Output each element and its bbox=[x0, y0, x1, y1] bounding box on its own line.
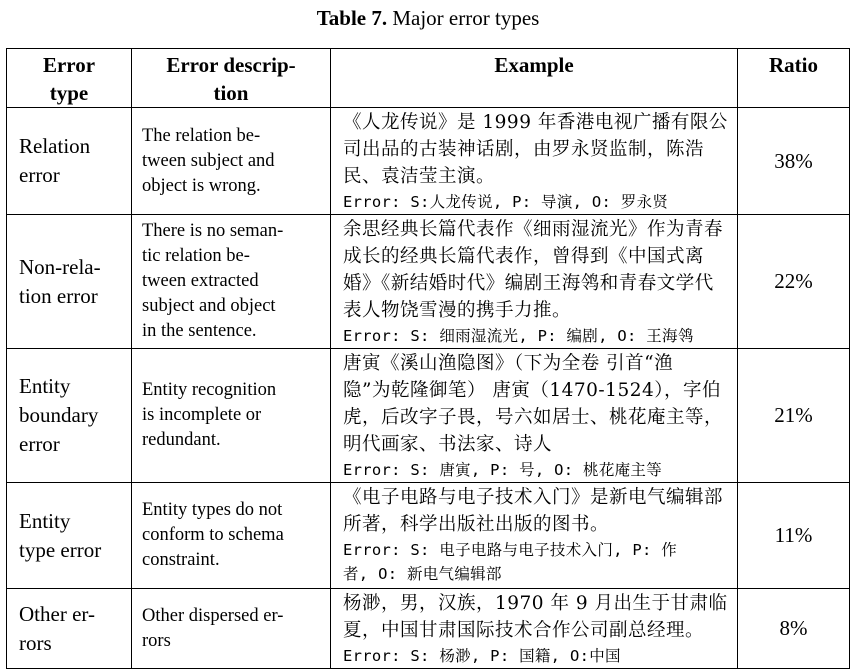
header-example: Example bbox=[331, 49, 738, 108]
example-text: 杨渺，男，汉族，1970 年 9 月出生于甘肃临 夏，中国甘肃国际技术合作公司副总经理。 bbox=[343, 593, 728, 641]
ratio-cell: 21% bbox=[738, 349, 850, 483]
ratio-cell: 8% bbox=[738, 589, 850, 669]
error-type-cell: Other er- rors bbox=[7, 589, 132, 669]
error-description-cell: Entity types do not conform to schema constraint. bbox=[132, 483, 331, 589]
ratio-cell: 11% bbox=[738, 483, 850, 589]
error-type-cell: Relation error bbox=[7, 108, 132, 215]
example-cell bbox=[331, 589, 738, 669]
table-row bbox=[7, 108, 850, 215]
example-text: 唐寅《溪山渔隐图》（下为全卷 引首“渔 隐”为乾隆御笔） 唐寅（1470-1524），字伯 虎，后改字子畏，号六如居士、桃花庵主等， 明代画家、书法家、诗人 bbox=[343, 353, 724, 455]
header-error-description: Error descrip- tion bbox=[132, 49, 331, 108]
example-cell bbox=[331, 483, 738, 589]
error-type-cell: Entity type error bbox=[7, 483, 132, 589]
example-text: 《人龙传说》是 1999 年香港电视广播有限公 司出品的古装神话剧，由罗永贤监制，陈浩 民、袁洁莹主演。 bbox=[343, 112, 728, 187]
example-error: Error: S:人龙传说, P: 导演, O: 罗永贤 bbox=[343, 193, 669, 211]
example-cell bbox=[331, 349, 738, 483]
error-description-cell: There is no seman- tic relation be- tween extracted subject and object in the sentence. bbox=[132, 215, 331, 349]
error-types-table bbox=[6, 48, 850, 669]
header-row bbox=[7, 49, 850, 108]
table-row bbox=[7, 349, 850, 483]
table-row bbox=[7, 215, 850, 349]
error-description-cell: The relation be- tween subject and object is wrong. bbox=[132, 108, 331, 215]
header-error-type: Error type bbox=[7, 49, 132, 108]
ratio-cell: 38% bbox=[738, 108, 850, 215]
example-cell bbox=[331, 108, 738, 215]
error-description-cell: Entity recognition is incomplete or redundant. bbox=[132, 349, 331, 483]
table-row bbox=[7, 483, 850, 589]
example-cell bbox=[331, 215, 738, 349]
example-error: Error: S: 电子电路与电子技术入门, P: 作 者, O: 新电气编辑部 bbox=[343, 541, 678, 583]
header-ratio: Ratio bbox=[738, 49, 850, 108]
example-error: Error: S: 唐寅, P: 号, O: 桃花庵主等 bbox=[343, 461, 663, 479]
table-caption bbox=[0, 6, 856, 31]
ratio-cell: 22% bbox=[738, 215, 850, 349]
example-error: Error: S: 杨渺, P: 国籍, O:中国 bbox=[343, 647, 621, 665]
example-error: Error: S: 细雨湿流光, P: 编剧, O: 王海鸰 bbox=[343, 327, 694, 345]
table-row bbox=[7, 589, 850, 669]
error-type-cell: Entity boundary error bbox=[7, 349, 132, 483]
error-description-cell: Other dispersed er- rors bbox=[132, 589, 331, 669]
example-text: 《电子电路与电子技术入门》是新电气编辑部 所著，科学出版社出版的图书。 bbox=[343, 487, 724, 535]
error-type-cell: Non-rela- tion error bbox=[7, 215, 132, 349]
example-text: 余思经典长篇代表作《细雨湿流光》作为青春 成长的经典长篇代表作，曾得到《中国式离 婚》《新结婚时代》编剧王海鸰和青春文学代 表人物饶雪漫的携手力推。 bbox=[343, 219, 724, 321]
caption-label: Table 7. bbox=[316, 6, 388, 30]
caption-text: Major error types bbox=[387, 6, 540, 30]
